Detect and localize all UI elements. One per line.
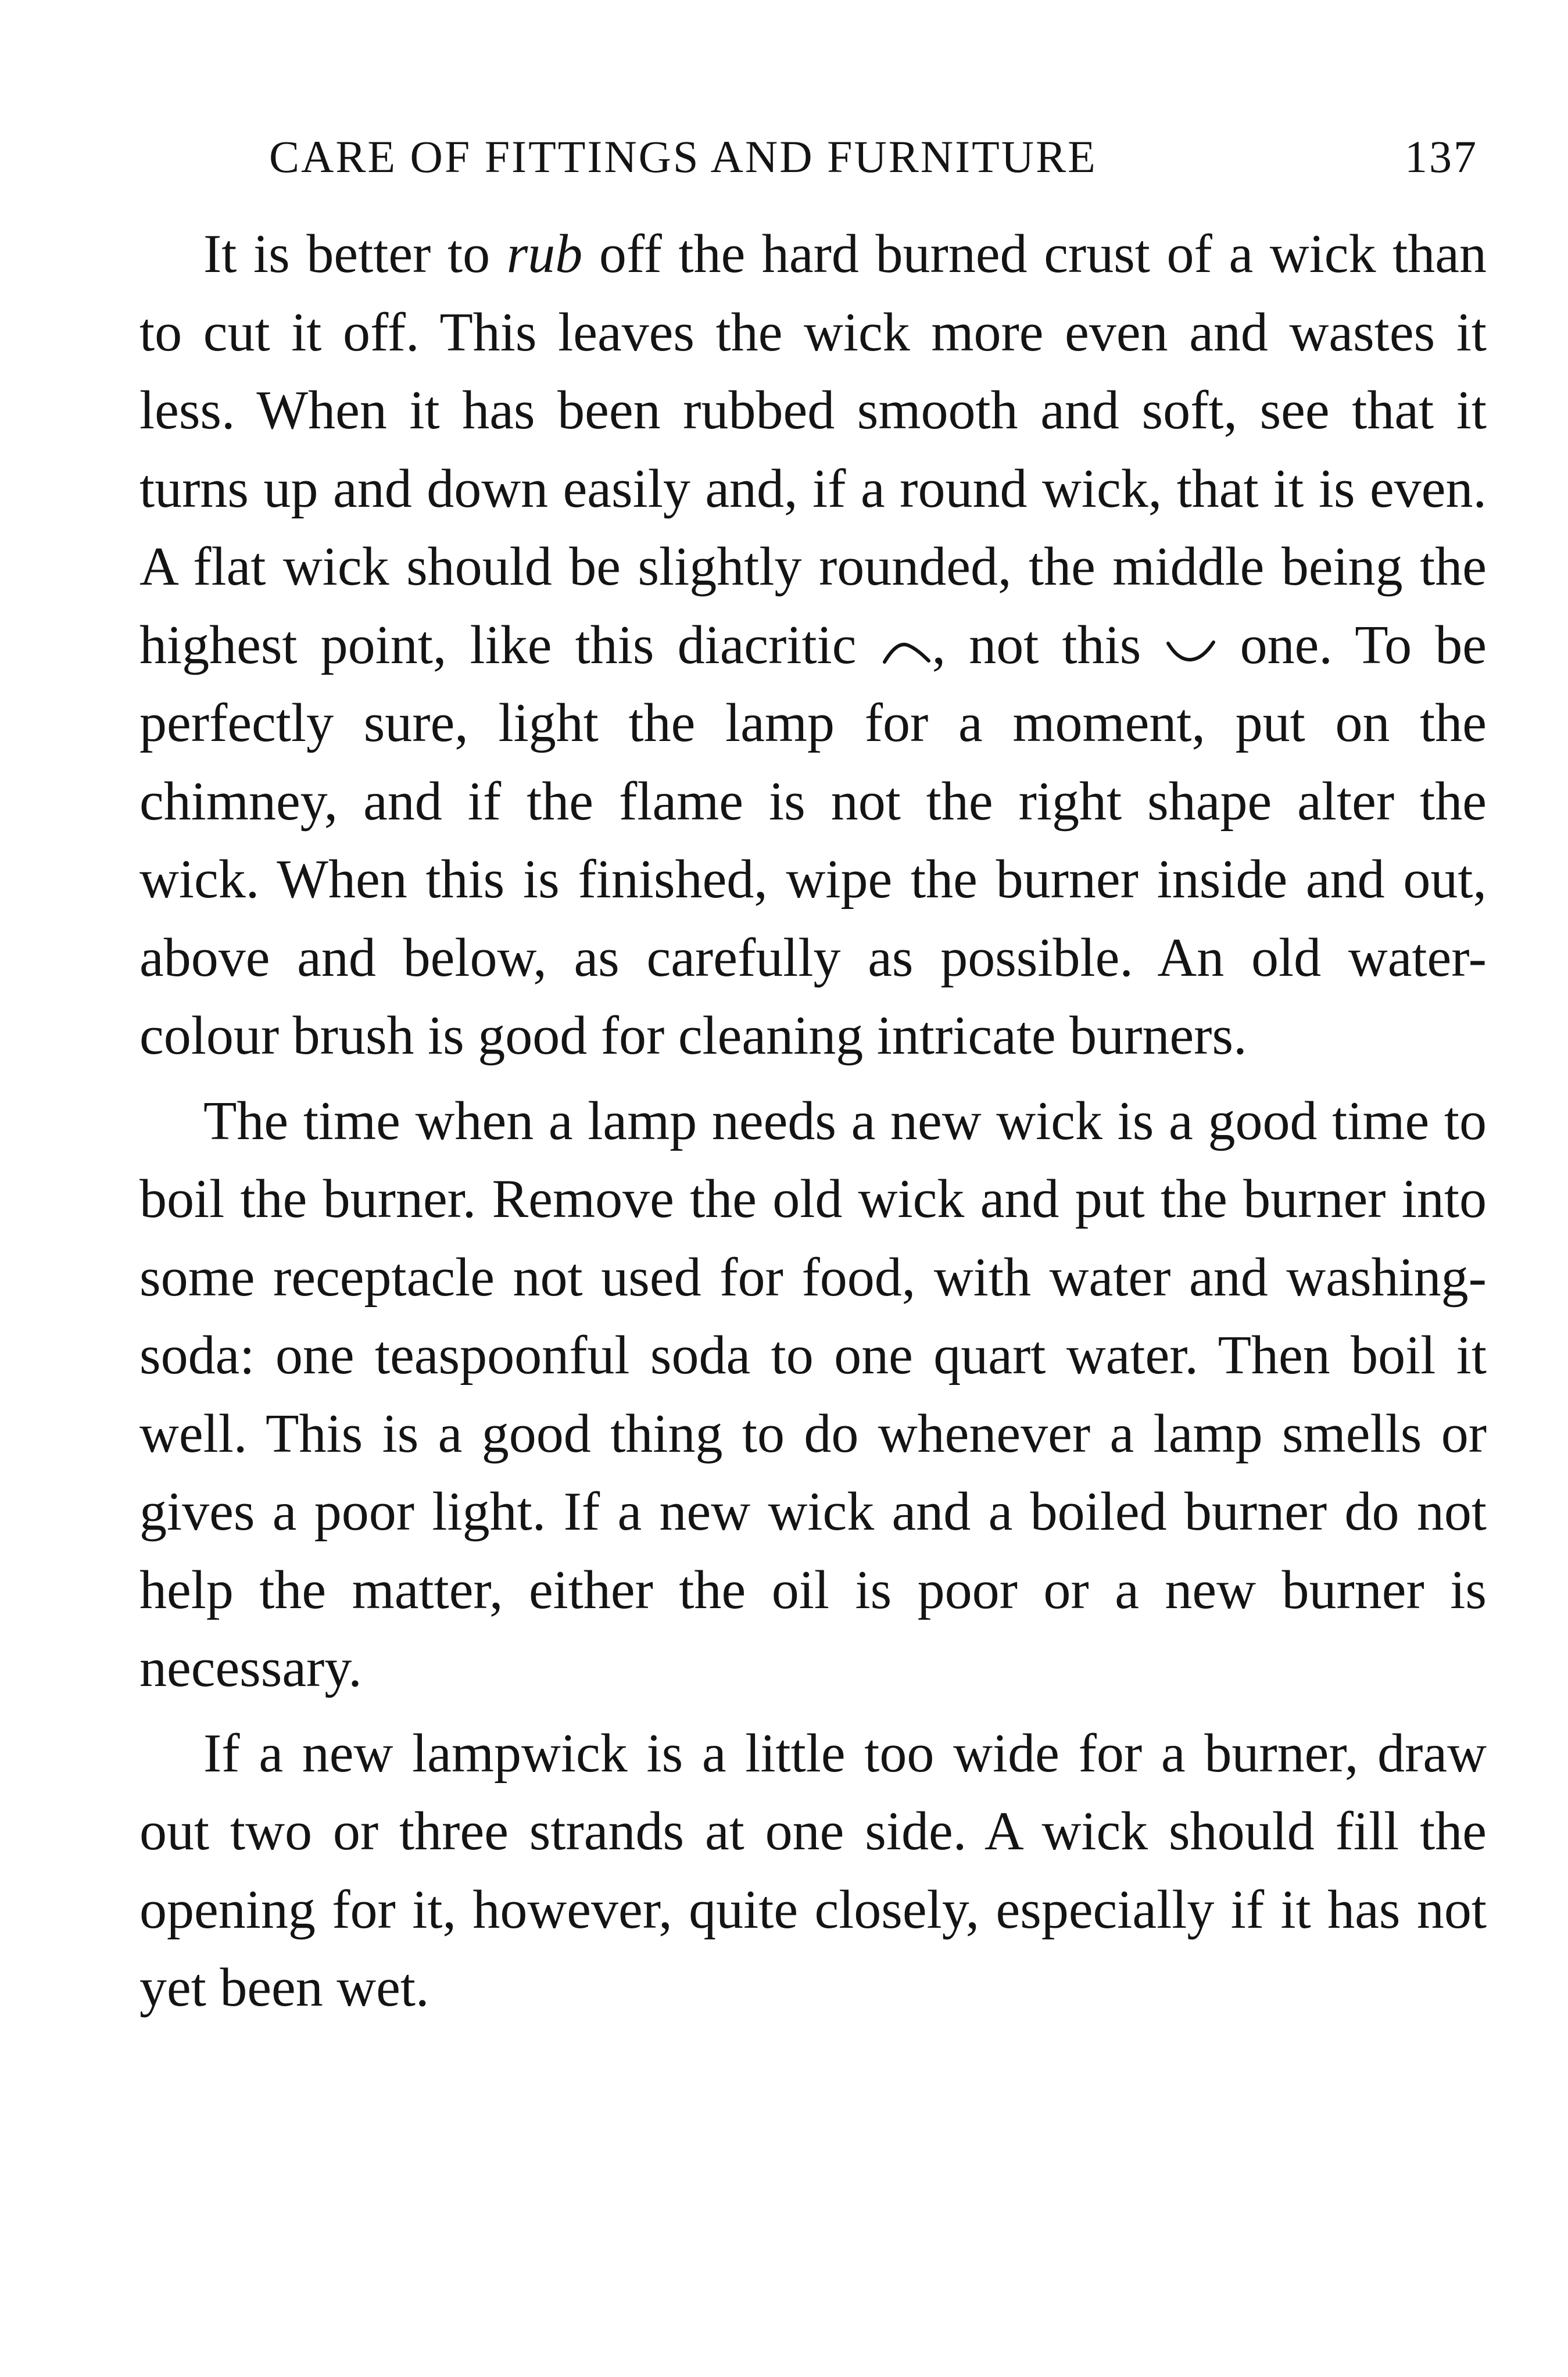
emphasis-rub: rub (506, 224, 583, 284)
paragraph-1-text-a: off the hard burned crust of a wick than to cut it off. This leaves the wick more even and wastes it less. When it has been rubbed smooth and soft, see that it turns up and down easily and, if a round wick, that it is even. A flat wick should be slightly rounded, the middle being the highest point, like this diacritic (139, 224, 1487, 675)
paragraph-1-text-c: one. To be perfectly sure, light the lamp for a moment, put on the chimney, and if the flame is not the right shape alter the wick. When this is finished, wipe the burner inside and out, above and below, as carefully as possible. An old water-colour brush is good for cleaning intricate burners. (139, 614, 1487, 1066)
running-title: CARE OF FITTINGS AND FURNITURE (269, 131, 1097, 182)
cupped-diacritic-icon (1165, 633, 1217, 668)
paragraph-1-lead: It is better to (203, 224, 507, 284)
running-head (269, 128, 1478, 186)
cupped-diacritic-icon-svg (1165, 633, 1217, 668)
paragraph-1-text-b: , not this (932, 614, 1165, 675)
arched-diacritic-icon-svg (880, 633, 932, 668)
paragraph-2: The time when a lamp needs a new wick is a good time to boil the burner. Remove the old wick and put the burner into some receptacle not used for food, with water and washing-soda: one teaspoonful soda to one quart water. Then boil it well. This is a good thing to do whenever a lamp smells or gives a poor light. If a new wick and a boiled burner do not help the matter, either the oil is poor or a new burner is necessary. (139, 1090, 1487, 1698)
paragraph-3: If a new lampwick is a little too wide for a burner, draw out two or three strands at one side. A wick should fill the opening for it, however, quite closely, especially if it has not yet been wet. (139, 1723, 1487, 2018)
arched-diacritic-icon (880, 633, 932, 668)
page-number: 137 (1405, 131, 1478, 182)
paragraph-1 (139, 215, 1487, 1075)
body-text (139, 215, 1487, 2027)
